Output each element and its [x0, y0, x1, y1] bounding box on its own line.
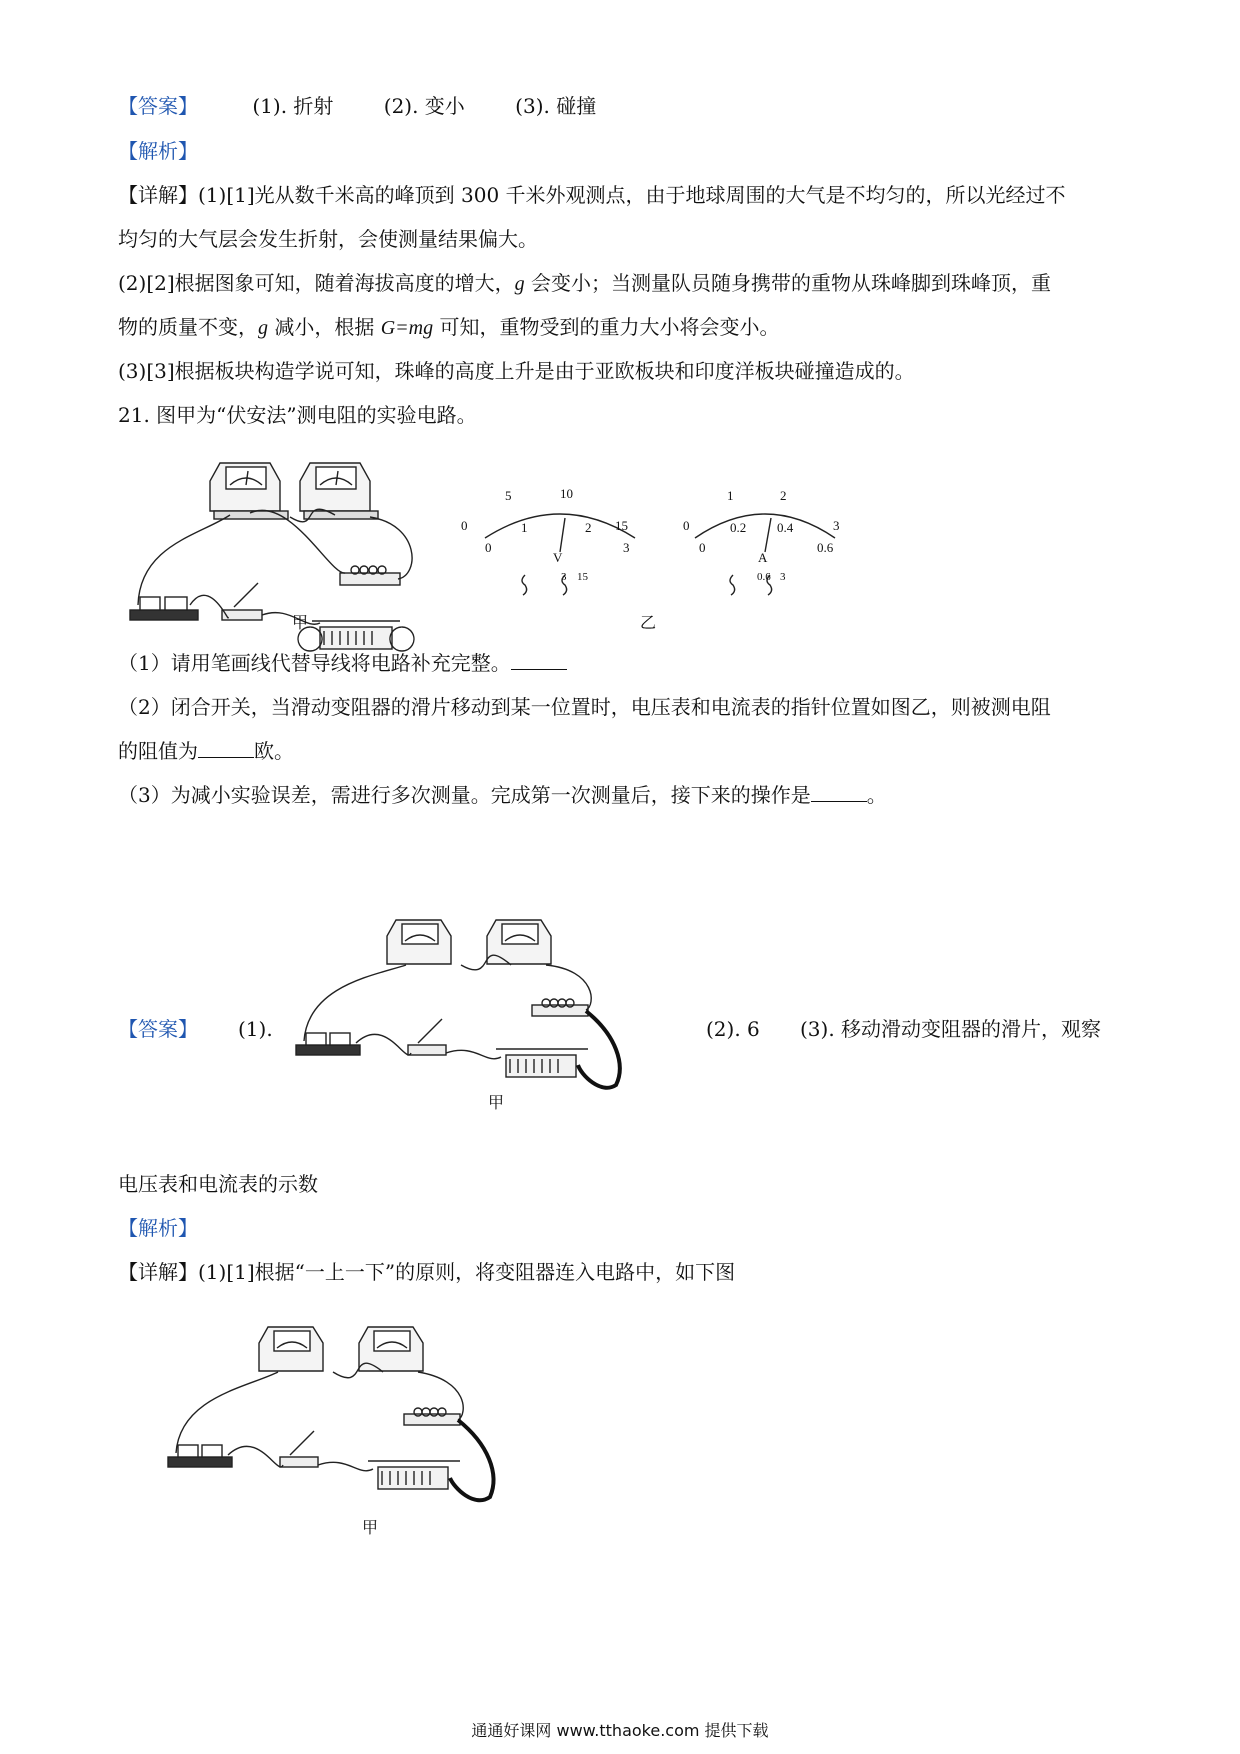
- answer-item-1: (1). 折射: [252, 94, 334, 118]
- voltmeter-scale-arc: [485, 514, 635, 538]
- question-21-title: 21. 图甲为“伏安法”测电阻的实验电路。: [118, 403, 477, 427]
- detail-p1-l1: (1)[1]光从数千米高的峰顶到 300 千米外观测点，由于地球周围的大气是不均匀的，所以光经过不: [198, 183, 1066, 207]
- answer-blank[interactable]: [511, 649, 567, 670]
- circuit-figure-jia: [130, 455, 470, 675]
- figure-caption-jia: 甲: [362, 1518, 379, 1537]
- ammeter-top-label: 2: [780, 488, 787, 503]
- ammeter-letter: A: [758, 550, 768, 565]
- answer-item-3: (3). 碰撞: [515, 94, 597, 118]
- sub-question-3-end: 。: [866, 783, 887, 807]
- answer-tag: 【答案】: [118, 94, 198, 118]
- voltmeter-terminal: 15: [577, 571, 588, 583]
- ammeter-top-label: 1: [727, 488, 734, 503]
- answer-blank[interactable]: [198, 737, 254, 758]
- ammeter-bottom-label: 0.2: [730, 520, 747, 535]
- voltmeter-top-label: 10: [560, 486, 573, 501]
- sub-question-1-text: （1）请用笔画线代替导线将电路补充完整。: [118, 651, 511, 675]
- voltmeter-top-label: 15: [615, 518, 628, 533]
- sub-question-2-unit: 欧。: [254, 739, 294, 763]
- voltmeter-top-label: 5: [505, 488, 512, 503]
- voltmeter-letter: V: [553, 550, 563, 565]
- answer-item-2: (2). 变小: [383, 94, 465, 118]
- formula: G=mg: [380, 317, 434, 339]
- detail-p2-l2-b: 减小，根据: [268, 315, 381, 339]
- sub-question-2-text: 的阻值为: [118, 739, 198, 763]
- var-g: g: [514, 273, 525, 295]
- sub-question-2-l2: [118, 737, 294, 765]
- figure-caption-jia: 甲: [488, 1093, 505, 1112]
- detail-p2-l2-c: 可知，重物受到的重力大小将会变小。: [433, 315, 780, 339]
- detail-p2-l1-b: 会变小；当测量队员随身携带的重物从珠峰脚到珠峰顶，重: [524, 271, 1052, 295]
- answer-item-3-cont: 电压表和电流表的示数: [118, 1172, 318, 1196]
- ammeter-terminal: 0.6: [757, 571, 771, 583]
- voltmeter-bottom-label: 0: [485, 540, 492, 555]
- voltmeter-bottom-label: 2: [585, 520, 592, 535]
- detail-2: [118, 1258, 735, 1286]
- answer-item-3: (3). 移动滑动变阻器的滑片，观察: [800, 1017, 1102, 1041]
- ammeter-top-label: 0: [683, 518, 690, 533]
- sub-question-1: [118, 649, 567, 677]
- voltmeter-terminal: 3: [561, 571, 567, 583]
- added-wire: [450, 1420, 493, 1500]
- ammeter-bottom-label: 0.4: [777, 520, 794, 535]
- analysis-tag: 【解析】: [118, 139, 198, 163]
- ammeter-bottom-label: 0: [699, 540, 706, 555]
- page-footer: 通通好课网 www.tthaoke.com 提供下载: [471, 1721, 769, 1740]
- answer-circuit-figure: [296, 915, 656, 1105]
- detail-line-1: [118, 181, 1066, 209]
- detail-2-text: (1)[1]根据“一上一下”的原则，将变阻器连入电路中，如下图: [198, 1260, 736, 1284]
- var-g: g: [258, 317, 268, 339]
- figure-caption-yi: 乙: [640, 613, 657, 632]
- ammeter-bottom-label: 0.6: [817, 540, 834, 555]
- sub-question-2-l1: （2）闭合开关，当滑动变阻器的滑片移动到某一位置时，电压表和电流表的指针位置如图乙，则被测电阻: [118, 695, 1051, 719]
- detail-p2-l2: [118, 313, 779, 342]
- detail-tag: 【详解】: [118, 183, 198, 207]
- detail-circuit-figure: [168, 1322, 528, 1532]
- sub-question-3-text: （3）为减小实验误差，需进行多次测量。完成第一次测量后，接下来的操作是: [118, 783, 811, 807]
- voltmeter-bottom-label: 3: [623, 540, 630, 555]
- voltmeter-pointer: [560, 518, 565, 552]
- ammeter-top-label: 3: [833, 518, 840, 533]
- sub-question-3: [118, 781, 887, 809]
- voltmeter-bottom-label: 1: [521, 520, 528, 535]
- ammeter-scale-arc: [695, 514, 835, 538]
- analysis-tag: 【解析】: [118, 1216, 198, 1240]
- answer-item-1: (1).: [238, 1017, 273, 1041]
- figure-caption-jia: 甲: [292, 613, 309, 632]
- answer-blank[interactable]: [811, 781, 867, 802]
- voltmeter-top-label: 0: [461, 518, 468, 533]
- detail-p3: (3)[3]根据板块构造学说可知，珠峰的高度上升是由于亚欧板块和印度洋板块碰撞造成的。: [118, 359, 915, 383]
- meter-figure-yi: [461, 480, 865, 600]
- ammeter-terminal: 3: [780, 571, 786, 583]
- answer-item-2: (2). 6: [706, 1017, 760, 1041]
- detail-p2-l1: [118, 269, 1051, 298]
- answer-line-1: [118, 92, 596, 120]
- answer-tag: 【答案】: [118, 1017, 198, 1041]
- detail-p1-l2: 均匀的大气层会发生折射，会使测量结果偏大。: [118, 227, 538, 251]
- detail-p2-l1-a: (2)[2]根据图象可知，随着海拔高度的增大，: [118, 271, 515, 295]
- ammeter-pointer: [765, 518, 771, 552]
- detail-tag: 【详解】: [118, 1260, 198, 1284]
- detail-p2-l2-a: 物的质量不变，: [118, 315, 258, 339]
